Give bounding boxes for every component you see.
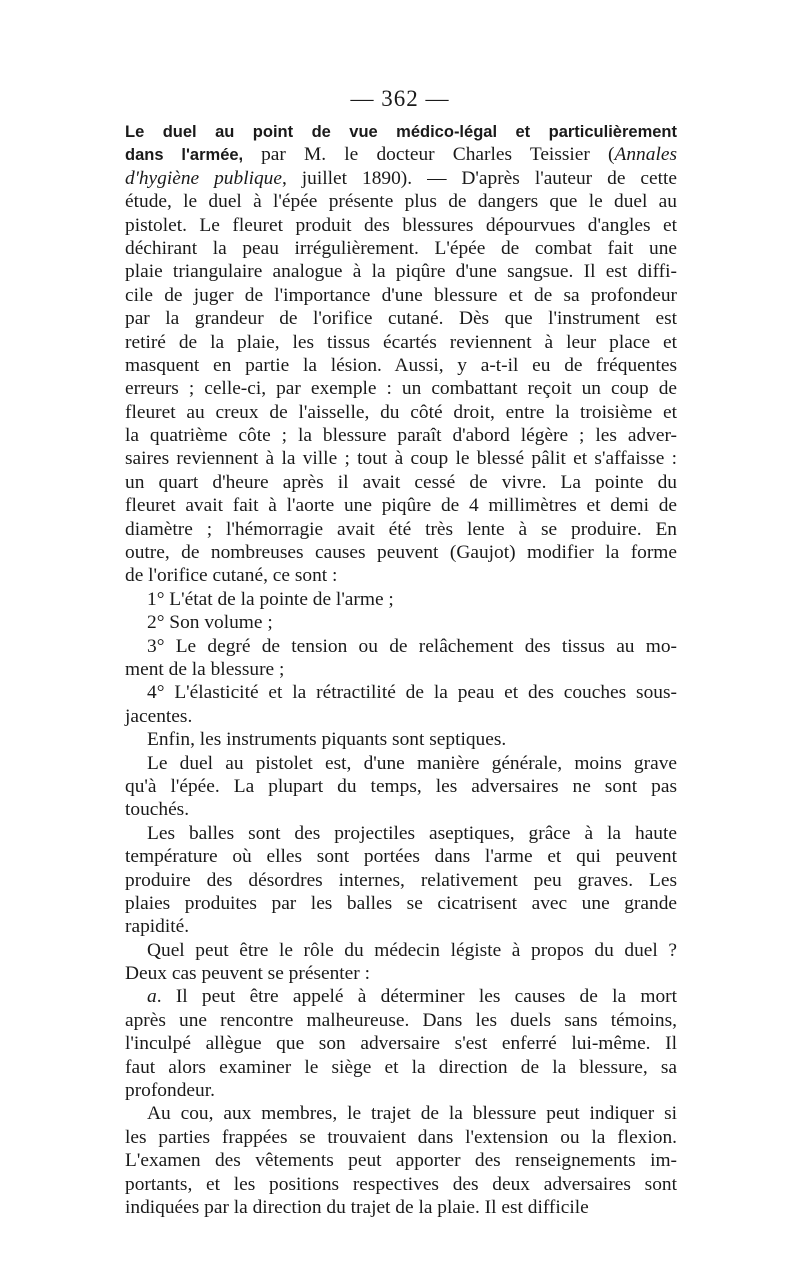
text-line xyxy=(125,214,677,237)
text-line xyxy=(125,915,677,938)
text-line xyxy=(125,845,677,868)
paragraph xyxy=(125,611,677,634)
text-run: plaie triangulaire analogue à la piqûre d'une sangsue. Il est diffi- xyxy=(125,261,677,283)
text-line xyxy=(125,705,677,728)
text-run: profondeur. xyxy=(125,1080,215,1102)
text-line xyxy=(125,167,677,190)
text-line xyxy=(125,892,677,915)
text-line xyxy=(125,564,677,587)
text-run: déchirant la peau irrégulièrement. L'épée de combat fait une xyxy=(125,237,677,259)
text-line xyxy=(125,1056,677,1079)
text-line xyxy=(125,775,677,798)
text-line xyxy=(125,1173,677,1196)
heading-run: dans l'armée, xyxy=(125,146,262,165)
text-line xyxy=(125,588,677,611)
heading-run: Le duel au point de vue médico-légal et particulièrement xyxy=(125,123,677,141)
text-run: Le duel au pistolet est, d'une manière générale, moins grave xyxy=(147,752,677,774)
text-line xyxy=(125,1009,677,1032)
text-run: après une rencontre malheureuse. Dans les duels sans témoins, xyxy=(125,1009,677,1031)
text-line xyxy=(125,541,677,564)
text-run: température où elles sont portées dans l'arme et qui peuvent xyxy=(125,846,677,868)
paragraph xyxy=(125,822,677,939)
text-line xyxy=(125,611,677,634)
text-run: 1° L'état de la pointe de l'arme ; xyxy=(147,588,394,610)
text-line xyxy=(125,681,677,704)
text-line xyxy=(125,658,677,681)
paragraph xyxy=(125,635,677,682)
text-line xyxy=(125,424,677,447)
text-run: indiquées par la direction du trajet de la plaie. Il est difficile xyxy=(125,1196,589,1218)
text-line xyxy=(125,1149,677,1172)
text-run: , juillet 1890). — D'après l'auteur de cette xyxy=(281,167,677,189)
text-line xyxy=(125,752,677,775)
text-line xyxy=(125,728,677,751)
text-line xyxy=(125,985,677,1008)
text-run: qu'à l'épée. La plupart du temps, les adversaires ne sont pas xyxy=(125,775,677,797)
text-line xyxy=(125,284,677,307)
text-run: plaies produites par les balles se cicatrisent avec une grande xyxy=(125,892,677,914)
text-run: Les balles sont des projectiles aseptiques, grâce à la haute xyxy=(147,822,677,844)
text-run: retiré de la plaie, les tissus écartés reviennent à leur place et xyxy=(125,331,677,353)
paragraph xyxy=(125,939,677,986)
text-run: rapidité. xyxy=(125,916,190,938)
text-run: jacentes. xyxy=(125,705,193,727)
text-run: les parties frappées se trouvaient dans l'extension ou la flexion. xyxy=(125,1126,677,1148)
text-run: erreurs ; celle-ci, par exemple : un combattant reçoit un coup de xyxy=(125,378,677,400)
body-text xyxy=(125,120,677,1219)
text-line xyxy=(125,447,677,470)
text-run: la quatrième côte ; la blessure paraît d'abord légère ; les adver- xyxy=(125,425,677,447)
text-run: masquent en partie la lésion. Aussi, y a-t-il eu de fréquentes xyxy=(125,354,677,376)
paragraph xyxy=(125,120,677,588)
text-run: 4° L'élasticité et la rétractilité de la peau et des couches sous- xyxy=(147,682,677,704)
text-run: saires reviennent à la ville ; tout à coup le blessé pâlit et s'affaisse : xyxy=(125,448,677,470)
text-line xyxy=(125,377,677,400)
text-run: . Il peut être appelé à déterminer les causes de la mort xyxy=(156,986,677,1008)
text-line xyxy=(125,869,677,892)
text-run: l'inculpé allègue que son adversaire s'est enferré lui-même. Il xyxy=(125,1033,677,1055)
text-line xyxy=(125,401,677,424)
text-run: cile de juger de l'importance d'une blessure et de sa profondeur xyxy=(125,284,677,306)
text-run: outre, de nombreuses causes peuvent (Gaujot) modifier la forme xyxy=(125,542,677,564)
page-number: — 362 — xyxy=(350,86,450,111)
text-line xyxy=(125,1126,677,1149)
paragraph xyxy=(125,1102,677,1219)
text-line xyxy=(125,939,677,962)
italic-run: d'hygiène publique xyxy=(125,167,282,189)
text-run: de l'orifice cutané, ce sont : xyxy=(125,565,338,587)
text-run: un quart d'heure après il avait cessé de vivre. La pointe du xyxy=(125,471,677,493)
text-line xyxy=(125,260,677,283)
text-line xyxy=(125,190,677,213)
paragraph xyxy=(125,752,677,822)
text-run: fleuret au creux de l'aisselle, du côté droit, entre la troisième et xyxy=(125,401,677,423)
text-run: produire des désordres internes, relativement peu graves. Les xyxy=(125,869,677,891)
text-line xyxy=(125,307,677,330)
italic-run: a xyxy=(147,986,157,1008)
italic-run: Annales xyxy=(614,144,677,166)
text-line xyxy=(125,962,677,985)
text-line xyxy=(125,518,677,541)
text-run: par la grandeur de l'orifice cutané. Dès que l'instrument est xyxy=(125,308,677,330)
text-line xyxy=(125,471,677,494)
text-run: 2° Son volume ; xyxy=(147,612,273,634)
text-run: L'examen des vêtements peut apporter des renseignements im- xyxy=(125,1150,677,1172)
paragraph xyxy=(125,985,677,1102)
text-run: pistolet. Le fleuret produit des blessures dépourvues d'angles et xyxy=(125,214,677,236)
text-run: fleuret avait fait à l'aorte une piqûre de 4 millimètres et demi de xyxy=(125,495,677,517)
text-line xyxy=(125,237,677,260)
text-run: ment de la blessure ; xyxy=(125,658,285,680)
text-line xyxy=(125,1196,677,1219)
text-line xyxy=(125,354,677,377)
text-line xyxy=(125,1032,677,1055)
text-run: faut alors examiner le siège et la direction de la blessure, sa xyxy=(125,1056,677,1078)
text-line xyxy=(125,798,677,821)
text-run: Quel peut être le rôle du médecin légiste à propos du duel ? xyxy=(147,939,677,961)
paragraph xyxy=(125,681,677,728)
text-run: 3° Le degré de tension ou de relâchement des tissus au mo- xyxy=(147,635,677,657)
paragraph xyxy=(125,588,677,611)
text-run: diamètre ; l'hémorragie avait été très lente à se produire. En xyxy=(125,518,677,540)
text-run: Au cou, aux membres, le trajet de la blessure peut indiquer si xyxy=(147,1103,677,1125)
text-run: par M. le docteur Charles Teissier ( xyxy=(261,144,615,166)
text-line xyxy=(125,822,677,845)
text-run: touchés. xyxy=(125,799,190,821)
paragraph xyxy=(125,728,677,751)
text-run: portants, et les positions respectives des deux adversaires sont xyxy=(125,1173,677,1195)
text-line xyxy=(125,143,677,166)
text-run: étude, le duel à l'épée présente plus de dangers que le duel au xyxy=(125,191,677,213)
text-line xyxy=(125,120,677,143)
text-line xyxy=(125,494,677,517)
text-line xyxy=(125,1079,677,1102)
text-line xyxy=(125,635,677,658)
text-run: Enfin, les instruments piquants sont septiques. xyxy=(147,729,507,751)
text-line xyxy=(125,1102,677,1125)
text-line xyxy=(125,331,677,354)
text-run: Deux cas peuvent se présenter : xyxy=(125,963,370,985)
